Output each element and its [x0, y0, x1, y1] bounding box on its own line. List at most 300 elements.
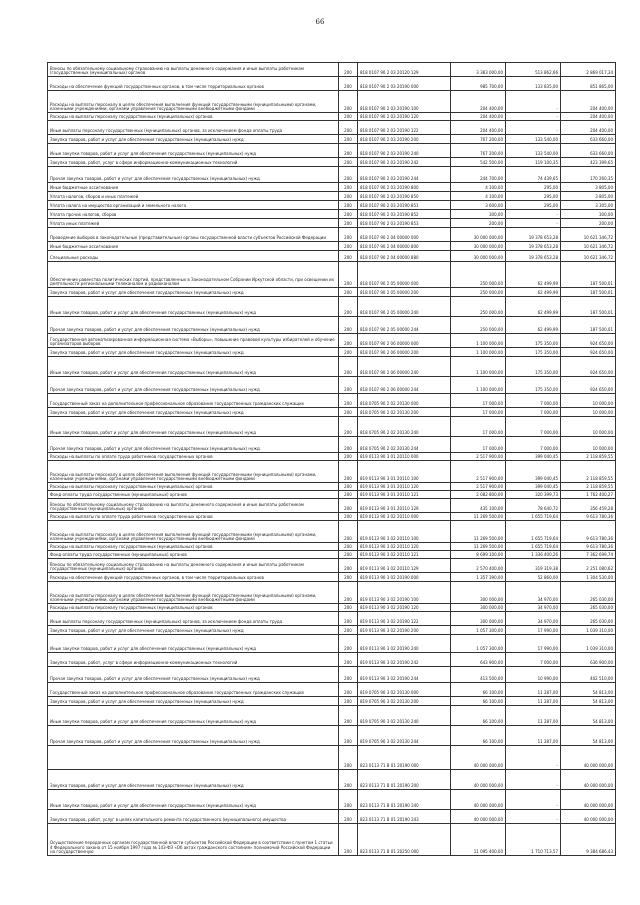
executed-amount-cell: 319 319,38 — [506, 559, 561, 573]
line-code-cell: 200 — [339, 437, 358, 453]
description-cell: Государственный заказ на дополнительное профессиональное образование государственных гражданских служащих — [48, 394, 339, 408]
executed-amount-cell: 320 399,73 — [506, 491, 561, 499]
budget-classification-code-cell: 819 0113 90 3 02 20190 100 — [358, 582, 451, 604]
executed-amount-cell: 78 640,72 — [506, 499, 561, 513]
budget-classification-code-cell: 819 0113 90 3 02 20110 100 — [358, 521, 451, 543]
table-row — [48, 521, 616, 543]
budget-classification-code-cell: 819 0113 90 3 02 20110 120 — [358, 543, 451, 551]
unexecuted-amount-cell: 187 500,01 — [561, 262, 616, 288]
description-cell: Уплата налогов, сборов и иных платежей — [48, 192, 339, 201]
line-code-cell: 200 — [339, 348, 358, 357]
budget-classification-code-cell: 823 0113 71 В 01 20190 200 — [358, 770, 451, 790]
approved-amount-cell: 3 383 000,00 — [451, 63, 506, 77]
budget-execution-table — [47, 62, 616, 856]
budget-classification-code-cell: 819 0113 90 3 02 20110 121 — [358, 551, 451, 559]
line-code-cell: 200 — [339, 91, 358, 113]
table-row — [48, 228, 616, 242]
line-code-cell: 200 — [339, 604, 358, 612]
description-cell: Фонд оплаты труда государственных (муниципальных) органов — [48, 491, 339, 499]
line-code-cell: 200 — [339, 135, 358, 144]
table-body — [48, 63, 616, 856]
line-code-cell: 200 — [339, 491, 358, 499]
line-code-cell: 200 — [339, 317, 358, 334]
unexecuted-amount-cell: 9 384 686,43 — [561, 824, 616, 856]
budget-classification-code-cell: 818 0107 90 2 03 20190 242 — [358, 158, 451, 167]
executed-amount-cell: 62 499,99 — [506, 297, 561, 317]
description-cell: Уплата иных платежей — [48, 219, 339, 228]
approved-amount-cell: 40 000 000,00 — [451, 770, 506, 790]
executed-amount-cell: 19 378 653,28 — [506, 228, 561, 242]
unexecuted-amount-cell: 54 813,00 — [561, 726, 616, 746]
approved-amount-cell: 1 100 000,00 — [451, 357, 506, 377]
line-code-cell: 200 — [339, 167, 358, 183]
line-code-cell: 200 — [339, 453, 358, 461]
unexecuted-amount-cell: 1 304 530,00 — [561, 573, 616, 582]
line-code-cell: 200 — [339, 726, 358, 746]
executed-amount-cell: - — [506, 210, 561, 219]
budget-classification-code-cell: 818 0107 90 2 03 20190 851 — [358, 201, 451, 210]
table-row — [48, 513, 616, 521]
description-cell: Иные закупки товаров, работ и услуг для обеспечения государственных (муниципальных) нужд — [48, 706, 339, 726]
line-code-cell: 200 — [339, 192, 358, 201]
budget-classification-code-cell: 819 0113 90 3 02 20190 122 — [358, 612, 451, 626]
description-cell: Иные закупки товаров, работ и услуг для обеспечения государственных (муниципальных) нужд — [48, 635, 339, 653]
budget-classification-code-cell: 819 0113 90 3 01 20110 120 — [358, 483, 451, 491]
approved-amount-cell: 204 400,00 — [451, 91, 506, 113]
unexecuted-amount-cell: 187 500,01 — [561, 288, 616, 297]
line-code-cell: 200 — [339, 790, 358, 810]
table-row — [48, 357, 616, 377]
executed-amount-cell: - — [506, 746, 561, 770]
unexecuted-amount-cell: 10 000,00 — [561, 437, 616, 453]
description-cell: Прочая закупка товаров, работ и услуг для обеспечения государственных (муниципальных) нужд — [48, 167, 339, 183]
executed-amount-cell: 513 862,66 — [506, 63, 561, 77]
description-cell: Государственная автоматизированная информационная система «Выборы», повышение правовой культуры избирателей и обучение организаторов выборов — [48, 334, 339, 348]
executed-amount-cell: - — [506, 810, 561, 824]
unexecuted-amount-cell: 265 030,00 — [561, 582, 616, 604]
description-cell: Специальные расходы — [48, 251, 339, 262]
budget-classification-code-cell: 818 0107 90 2 03 20190 852 — [358, 210, 451, 219]
budget-classification-code-cell: 818 0107 90 2 03 20190 000 — [358, 77, 451, 91]
description-cell: Закупка товаров, работ, услуг в сфере информационно-коммуникационных технологий — [48, 653, 339, 667]
description-cell: Уплата налога на имущество организаций и земельного налога — [48, 201, 339, 210]
executed-amount-cell: 399 040,45 — [506, 453, 561, 461]
budget-classification-code-cell: 818 0107 90 2 05 00000 000 — [358, 262, 451, 288]
executed-amount-cell: 133 540,00 — [506, 144, 561, 158]
line-code-cell: 200 — [339, 251, 358, 262]
table-row — [48, 408, 616, 417]
description-cell: Закупка товаров, работ и услуг для обеспечения государственных (муниципальных) нужд — [48, 697, 339, 706]
approved-amount-cell: 1 100 000,00 — [451, 348, 506, 357]
approved-amount-cell: 17 000,00 — [451, 437, 506, 453]
approved-amount-cell: 250 000,00 — [451, 262, 506, 288]
approved-amount-cell: 66 100,00 — [451, 683, 506, 697]
table-row — [48, 242, 616, 251]
line-code-cell: 200 — [339, 810, 358, 824]
unexecuted-amount-cell: 636 900,00 — [561, 653, 616, 667]
table-row — [48, 612, 616, 626]
description-cell: Иные закупки товаров, работ и услуг для обеспечения государственных (муниципальных) нужд — [48, 144, 339, 158]
budget-classification-code-cell: 818 0107 90 2 03 20190 853 — [358, 219, 451, 228]
executed-amount-cell: 175 350,00 — [506, 348, 561, 357]
table-row — [48, 192, 616, 201]
line-code-cell: 200 — [339, 408, 358, 417]
budget-classification-code-cell: 819 0113 90 3 02 20190 120 — [358, 604, 451, 612]
budget-classification-code-cell: 823 0113 71 В 01 20190 000 — [358, 746, 451, 770]
budget-classification-code-cell: 819 0113 90 3 02 20110 129 — [358, 559, 451, 573]
executed-amount-cell: 34 970,00 — [506, 604, 561, 612]
budget-classification-code-cell: 818 0705 90 2 02 20130 200 — [358, 408, 451, 417]
executed-amount-cell: 62 499,99 — [506, 288, 561, 297]
unexecuted-amount-cell: 54 813,00 — [561, 697, 616, 706]
budget-classification-code-cell: 819 0705 90 3 02 20130 244 — [358, 726, 451, 746]
budget-classification-code-cell: 818 0107 90 2 03 20190 244 — [358, 167, 451, 183]
unexecuted-amount-cell: 10 000,00 — [561, 394, 616, 408]
approved-amount-cell: 250 000,00 — [451, 297, 506, 317]
executed-amount-cell: - — [506, 113, 561, 121]
table-row — [48, 635, 616, 653]
unexecuted-amount-cell: 2 118 859,55 — [561, 483, 616, 491]
executed-amount-cell: 17 990,00 — [506, 626, 561, 635]
budget-classification-code-cell: 818 0705 90 2 02 20130 000 — [358, 394, 451, 408]
table-row — [48, 483, 616, 491]
approved-amount-cell: 17 000,00 — [451, 408, 506, 417]
budget-classification-code-cell: 818 0107 90 2 03 20190 240 — [358, 144, 451, 158]
unexecuted-amount-cell: 10 000,00 — [561, 417, 616, 437]
approved-amount-cell: 11 269 500,00 — [451, 543, 506, 551]
approved-amount-cell: 413 500,00 — [451, 667, 506, 683]
table-row — [48, 824, 616, 856]
executed-amount-cell: 1 336 400,26 — [506, 551, 561, 559]
table-row — [48, 551, 616, 559]
budget-classification-code-cell: 818 0107 90 2 03 20190 200 — [358, 135, 451, 144]
line-code-cell: 200 — [339, 626, 358, 635]
table-row — [48, 210, 616, 219]
table-row — [48, 334, 616, 348]
approved-amount-cell: 4 100,00 — [451, 183, 506, 192]
unexecuted-amount-cell: 851 865,00 — [561, 77, 616, 91]
line-code-cell: 200 — [339, 667, 358, 683]
description-cell: Прочая закупка товаров, работ и услуг для обеспечения государственных (муниципальных) нужд — [48, 667, 339, 683]
approved-amount-cell: 30 000 000,00 — [451, 251, 506, 262]
budget-classification-code-cell: 819 0113 90 3 02 20190 242 — [358, 653, 451, 667]
unexecuted-amount-cell: 9 613 780,36 — [561, 543, 616, 551]
table-row — [48, 491, 616, 499]
table-row — [48, 667, 616, 683]
approved-amount-cell: 250 000,00 — [451, 288, 506, 297]
approved-amount-cell: 40 000 000,00 — [451, 790, 506, 810]
line-code-cell: 200 — [339, 201, 358, 210]
approved-amount-cell: 1 057 300,00 — [451, 635, 506, 653]
table-row — [48, 573, 616, 582]
page-number: 66 — [315, 18, 325, 26]
unexecuted-amount-cell: 7 362 699,74 — [561, 551, 616, 559]
budget-classification-code-cell: 818 0705 90 2 02 20130 244 — [358, 437, 451, 453]
line-code-cell: 200 — [339, 144, 358, 158]
description-cell: Государственный заказ на дополнительное профессиональное образование государственных гражданских служащих — [48, 683, 339, 697]
line-code-cell: 200 — [339, 219, 358, 228]
description-cell: Иные закупки товаров, работ и услуг для обеспечения государственных (муниципальных) нужд — [48, 357, 339, 377]
unexecuted-amount-cell: 356 459,28 — [561, 499, 616, 513]
executed-amount-cell: 295,00 — [506, 201, 561, 210]
line-code-cell: 200 — [339, 158, 358, 167]
line-code-cell: 200 — [339, 242, 358, 251]
line-code-cell: 200 — [339, 683, 358, 697]
approved-amount-cell: 985 700,00 — [451, 77, 506, 91]
executed-amount-cell: 1 655 719,64 — [506, 543, 561, 551]
executed-amount-cell: 17 990,00 — [506, 635, 561, 653]
description-cell: Закупка товаров, работ, услуг в целях капитального ремонта государственного (муниципального) имущества — [48, 810, 339, 824]
budget-classification-code-cell: 818 0107 90 2 03 20190 850 — [358, 192, 451, 201]
description-cell: Иные выплаты персоналу государственных (муниципальных) органов, за исключением фонда оплаты труда — [48, 121, 339, 135]
description-cell: Прочая закупка товаров, работ и услуг для обеспечения государственных (муниципальных) нужд — [48, 377, 339, 394]
executed-amount-cell: - — [506, 790, 561, 810]
line-code-cell: 200 — [339, 262, 358, 288]
executed-amount-cell: 1 655 719,64 — [506, 521, 561, 543]
line-code-cell: 200 — [339, 499, 358, 513]
table-row — [48, 746, 616, 770]
approved-amount-cell: 11 095 400,00 — [451, 824, 506, 856]
budget-classification-code-cell: 818 0107 90 2 05 00000 200 — [358, 288, 451, 297]
approved-amount-cell: 300,00 — [451, 210, 506, 219]
line-code-cell: 200 — [339, 417, 358, 437]
unexecuted-amount-cell: 10 621 346,72 — [561, 242, 616, 251]
unexecuted-amount-cell: 187 500,01 — [561, 317, 616, 334]
unexecuted-amount-cell: 423 399,65 — [561, 158, 616, 167]
executed-amount-cell: 7 000,00 — [506, 437, 561, 453]
unexecuted-amount-cell: 402 510,00 — [561, 667, 616, 683]
description-cell: Закупка товаров, работ и услуг для обеспечения государственных (муниципальных) нужд — [48, 135, 339, 144]
budget-classification-code-cell: 818 0107 90 2 06 00000 000 — [358, 334, 451, 348]
unexecuted-amount-cell: 3 805,00 — [561, 183, 616, 192]
unexecuted-amount-cell: 204 400,00 — [561, 113, 616, 121]
table-row — [48, 183, 616, 192]
approved-amount-cell: 204 400,00 — [451, 113, 506, 121]
unexecuted-amount-cell: 2 869 017,34 — [561, 63, 616, 77]
executed-amount-cell: 52 860,00 — [506, 573, 561, 582]
line-code-cell: 200 — [339, 394, 358, 408]
budget-classification-code-cell: 818 0705 90 2 02 20130 240 — [358, 417, 451, 437]
description-cell: Иные закупки товаров, работ и услуг для обеспечения государственных (муниципальных) нужд — [48, 297, 339, 317]
approved-amount-cell: 1 357 390,00 — [451, 573, 506, 582]
budget-classification-code-cell: 819 0113 90 3 01 20110 100 — [358, 461, 451, 483]
approved-amount-cell: 2 517 900,00 — [451, 453, 506, 461]
budget-classification-code-cell: 819 0113 90 3 01 20110 000 — [358, 453, 451, 461]
line-code-cell: 200 — [339, 653, 358, 667]
table-row — [48, 683, 616, 697]
table-row — [48, 167, 616, 183]
table-row — [48, 461, 616, 483]
approved-amount-cell: 17 000,00 — [451, 417, 506, 437]
approved-amount-cell: 1 100 000,00 — [451, 377, 506, 394]
budget-classification-code-cell: 818 0107 90 2 03 20190 100 — [358, 91, 451, 113]
description-cell: Фонд оплаты труда государственных (муниципальных) органов — [48, 551, 339, 559]
unexecuted-amount-cell: 40 000 000,00 — [561, 810, 616, 824]
budget-classification-code-cell: 823 0113 71 В 01 20190 243 — [358, 810, 451, 824]
executed-amount-cell: 11 287,00 — [506, 697, 561, 706]
description-cell: Закупка товаров, работ и услуг для обеспечения государственных (муниципальных) нужд — [48, 348, 339, 357]
table-row — [48, 626, 616, 635]
line-code-cell: 200 — [339, 543, 358, 551]
unexecuted-amount-cell: 2 118 859,55 — [561, 453, 616, 461]
budget-classification-code-cell: 819 0113 90 3 02 20110 000 — [358, 513, 451, 521]
line-code-cell: 200 — [339, 706, 358, 726]
unexecuted-amount-cell: 2 118 859,55 — [561, 461, 616, 483]
unexecuted-amount-cell: 924 650,00 — [561, 334, 616, 348]
line-code-cell: 200 — [339, 824, 358, 856]
executed-amount-cell: 119 100,35 — [506, 158, 561, 167]
table-row — [48, 348, 616, 357]
approved-amount-cell: 1 100 000,00 — [451, 334, 506, 348]
table-row — [48, 91, 616, 113]
table-row — [48, 77, 616, 91]
unexecuted-amount-cell: 10 621 346,72 — [561, 228, 616, 242]
executed-amount-cell: 7 000,00 — [506, 653, 561, 667]
executed-amount-cell: 11 287,00 — [506, 726, 561, 746]
executed-amount-cell: 7 000,00 — [506, 408, 561, 417]
description-cell: Расходы на выплаты персоналу в целях обеспечения выполнения функций государственными (муниципальными) органами, казенными учреждениями, органами управления государственными внебюджетными фондами — [48, 91, 339, 113]
line-code-cell: 200 — [339, 483, 358, 491]
line-code-cell: 200 — [339, 573, 358, 582]
table-row — [48, 317, 616, 334]
approved-amount-cell: 204 400,00 — [451, 121, 506, 135]
approved-amount-cell: 767 200,00 — [451, 135, 506, 144]
approved-amount-cell: 30 000 000,00 — [451, 228, 506, 242]
budget-classification-code-cell: 823 0113 71 В 01 20190 240 — [358, 790, 451, 810]
approved-amount-cell: 300 000,00 — [451, 582, 506, 604]
description-cell: Иные закупки товаров, работ и услуг для обеспечения государственных (муниципальных) нужд — [48, 790, 339, 810]
executed-amount-cell: 62 499,99 — [506, 317, 561, 334]
line-code-cell: 200 — [339, 582, 358, 604]
approved-amount-cell: 643 900,00 — [451, 653, 506, 667]
table-row — [48, 113, 616, 121]
description-cell: Взносы по обязательному социальному страхованию на выплаты денежного содержания и иные выплаты работникам государственных (муниципальных) органов — [48, 499, 339, 513]
table-row — [48, 790, 616, 810]
table-row — [48, 697, 616, 706]
executed-amount-cell: 11 287,00 — [506, 683, 561, 697]
unexecuted-amount-cell: 9 613 780,36 — [561, 521, 616, 543]
description-cell: Иные закупки товаров, работ и услуг для обеспечения государственных (муниципальных) нужд — [48, 417, 339, 437]
unexecuted-amount-cell: 924 650,00 — [561, 348, 616, 357]
budget-classification-code-cell: 818 0107 90 2 04 00000 000 — [358, 228, 451, 242]
executed-amount-cell: 133 540,00 — [506, 135, 561, 144]
executed-amount-cell: 34 970,00 — [506, 582, 561, 604]
description-cell: Расходы на обеспечение функций государственных органов, в том числе территориальных органов — [48, 77, 339, 91]
unexecuted-amount-cell: 924 650,00 — [561, 357, 616, 377]
description-cell: Иные выплаты персоналу государственных (муниципальных) органов, за исключением фонда оплаты труда — [48, 612, 339, 626]
executed-amount-cell: 7 000,00 — [506, 417, 561, 437]
budget-classification-code-cell: 818 0107 90 2 03 20190 800 — [358, 183, 451, 192]
table-row — [48, 453, 616, 461]
description-cell: Расходы на выплаты персоналу в целях обеспечения выполнения функций государственными (муниципальными) органами, казенными учреждениями, органами управления государственными внебюджетными фондами — [48, 582, 339, 604]
unexecuted-amount-cell: 187 500,01 — [561, 297, 616, 317]
budget-classification-code-cell: 818 0107 90 2 05 00000 244 — [358, 317, 451, 334]
description-cell: Обеспечение равенства политических партий, представленных в Законодательном Собрании Иркутской области, при освещении их деятельности региональными телеканалом и радиоканалом — [48, 262, 339, 288]
executed-amount-cell: 295,00 — [506, 192, 561, 201]
unexecuted-amount-cell: 924 650,00 — [561, 377, 616, 394]
description-cell: Расходы на выплаты персоналу государственных (муниципальных) органов — [48, 604, 339, 612]
unexecuted-amount-cell: 633 660,00 — [561, 144, 616, 158]
budget-classification-code-cell: 819 0705 90 3 02 20130 000 — [358, 683, 451, 697]
description-cell: Прочая закупка товаров, работ и услуг для обеспечения государственных (муниципальных) нужд — [48, 726, 339, 746]
executed-amount-cell: 62 499,99 — [506, 262, 561, 288]
table-row — [48, 251, 616, 262]
unexecuted-amount-cell: 633 660,00 — [561, 135, 616, 144]
unexecuted-amount-cell: 300,00 — [561, 210, 616, 219]
table-row — [48, 417, 616, 437]
line-code-cell: 200 — [339, 121, 358, 135]
line-code-cell: 200 — [339, 297, 358, 317]
approved-amount-cell: 30 000 000,00 — [451, 242, 506, 251]
approved-amount-cell: 40 000 000,00 — [451, 810, 506, 824]
approved-amount-cell: 2 082 800,00 — [451, 491, 506, 499]
unexecuted-amount-cell: 1 762 400,27 — [561, 491, 616, 499]
line-code-cell: 200 — [339, 334, 358, 348]
line-code-cell: 200 — [339, 183, 358, 192]
description-cell: Взносы по обязательному социальному страхованию на выплаты денежного содержания и иные выплаты работникам (государственных (муниципальных) органов — [48, 63, 339, 77]
description-cell: Расходы на обеспечение функций государственных органов, в том числе территориальных органов — [48, 573, 339, 582]
budget-classification-code-cell: 819 0705 90 3 02 20130 240 — [358, 706, 451, 726]
table-row — [48, 437, 616, 453]
line-code-cell: 200 — [339, 559, 358, 573]
approved-amount-cell: 2 517 900,00 — [451, 483, 506, 491]
description-cell: Прочая закупка товаров, работ и услуг для обеспечения государственных (муниципальных) нужд — [48, 317, 339, 334]
executed-amount-cell: 1 710 713,57 — [506, 824, 561, 856]
budget-classification-code-cell: 819 0113 90 3 02 20190 244 — [358, 667, 451, 683]
approved-amount-cell: 4 100,00 — [451, 192, 506, 201]
table-row — [48, 706, 616, 726]
table-row — [48, 297, 616, 317]
budget-classification-code-cell: 818 0107 90 2 03 20190 122 — [358, 121, 451, 135]
approved-amount-cell: 11 269 500,00 — [451, 521, 506, 543]
approved-amount-cell: 66 100,00 — [451, 706, 506, 726]
executed-amount-cell: 19 378 653,28 — [506, 242, 561, 251]
line-code-cell: 200 — [339, 461, 358, 483]
unexecuted-amount-cell: 40 000 000,00 — [561, 746, 616, 770]
unexecuted-amount-cell: 1 039 310,00 — [561, 626, 616, 635]
budget-classification-code-cell: 818 0107 90 2 05 00000 240 — [358, 297, 451, 317]
executed-amount-cell: 175 350,00 — [506, 357, 561, 377]
description-cell: Расходы на выплаты персоналу государственных (муниципальных) органов — [48, 113, 339, 121]
description-cell: Закупка товаров, работ и услуг для обеспечения государственных (муниципальных) нужд — [48, 626, 339, 635]
approved-amount-cell: 244 700,00 — [451, 167, 506, 183]
line-code-cell: 200 — [339, 612, 358, 626]
line-code-cell: 200 — [339, 377, 358, 394]
line-code-cell: 200 — [339, 551, 358, 559]
approved-amount-cell: 8 699 100,00 — [451, 551, 506, 559]
unexecuted-amount-cell: 200,00 — [561, 219, 616, 228]
budget-classification-code-cell: 823 0113 71 В 01 20250 000 — [358, 824, 451, 856]
executed-amount-cell: 133 835,00 — [506, 77, 561, 91]
unexecuted-amount-cell: 54 813,00 — [561, 706, 616, 726]
description-cell: Осуществление переданных органам государственной власти субъектов Российской Федерации в соответствии с пунктом 1 статьи 4 Федерального закона от 15 ноября 1997 года № 143-ФЗ «Об актах гражданского состояния» полномочий Российской Федерации на государственную — [48, 824, 339, 856]
table-row — [48, 158, 616, 167]
unexecuted-amount-cell: 9 613 780,36 — [561, 513, 616, 521]
line-code-cell: 200 — [339, 113, 358, 121]
budget-classification-code-cell: 819 0113 90 3 01 20110 129 — [358, 499, 451, 513]
line-code-cell: 200 — [339, 635, 358, 653]
description-cell: Закупка товаров, работ и услуг для обеспечения государственных (муниципальных) нужд — [48, 770, 339, 790]
description-cell: Расходы на выплаты по оплате труда работников государственных органов — [48, 513, 339, 521]
table-row — [48, 63, 616, 77]
unexecuted-amount-cell: 204 400,00 — [561, 91, 616, 113]
unexecuted-amount-cell: 3 805,00 — [561, 192, 616, 201]
line-code-cell: 200 — [339, 357, 358, 377]
executed-amount-cell: 11 287,00 — [506, 706, 561, 726]
executed-amount-cell: 295,00 — [506, 183, 561, 192]
description-cell — [48, 746, 339, 770]
executed-amount-cell: 10 990,00 — [506, 667, 561, 683]
